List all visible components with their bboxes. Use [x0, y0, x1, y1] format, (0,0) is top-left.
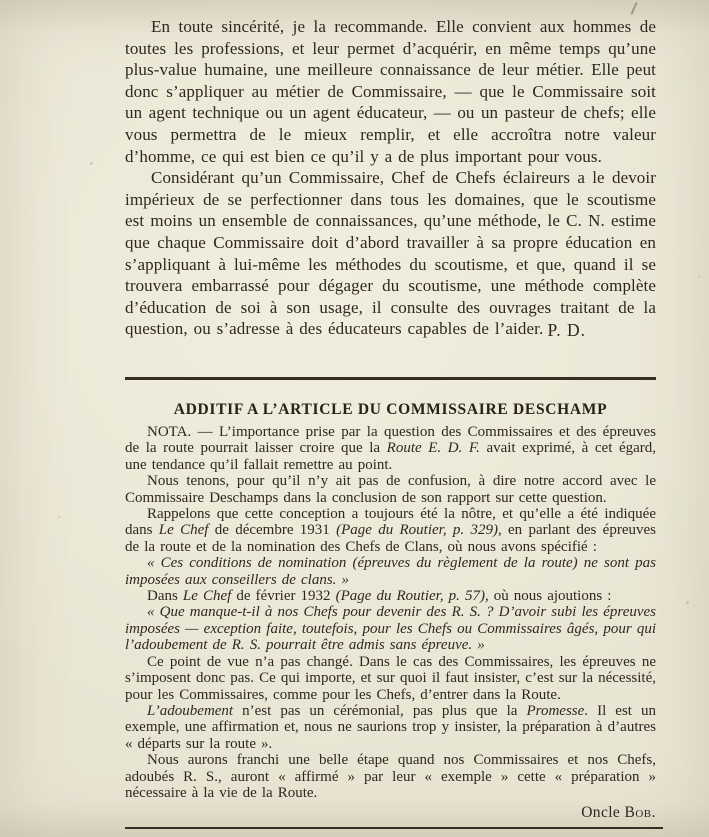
additif-section: [125, 424, 656, 801]
text-run: NOTA. — L’importance prise par la question des Commissaires et des épreuves de la route pourrait laisser croire que la: [125, 424, 656, 457]
text-run: Le Chef: [158, 522, 209, 539]
additif-signature: [125, 804, 680, 822]
conclusion-paragraphs: [125, 16, 656, 340]
additif-heading: ADDITIF A L’ARTICLE DU COMMISSAIRE DESCHAMP: [173, 401, 608, 418]
paragraph: [125, 506, 656, 555]
paper-speck: [686, 601, 689, 604]
text-run: . Il est un exemple, une affirmation et, nous ne saurions trop y insister, la préparation à d’autres « départs sur la route ».: [125, 702, 656, 752]
text-run: n’est pas un cérémonial, pas plus que la: [233, 702, 527, 719]
text-run: « Que manque-t-il à nos Chefs pour devenir des R. S. ? D’avoir subi les épreuves imposées — exception faite, toutefois, pour les Chefs ou Commissaires âgés, pour qui l’adoubement de R. S. pourrait être admis sans épreuve. »: [125, 604, 656, 654]
text-run: L’adoubement: [147, 702, 234, 719]
text-run: (Page du Routier, p. 57): [335, 588, 485, 605]
text-run: En toute sincérité, je la recommande. Elle convient aux hommes de toutes les professions, et leur permet d’acquérir, en même temps qu’une plus-value humaine, une meilleure connaissance de leur métier. Elle peut donc s’appliquer au métier de Commissaire, — que le Commissaire soit un agent technique ou un agent éducateur, — ou un pasteur de chefs; elle vous permettra de le mieux remplir, et elle accroîtra notre valeur d’homme, ce qui est bien ce qu’il y a de plus important pour vous.: [125, 17, 656, 166]
text-run: (Page du Routier, p. 329): [336, 522, 498, 539]
text-run: Nous aurons franchi une belle étape quand nos Commissaires et nos Chefs, adoubés R. S., auront « affirmé » par leur « exemple » cette « préparation » nécessaire à la vie de la Route.: [125, 752, 656, 801]
conclusion-section: [125, 16, 656, 341]
text-run: Bob.: [624, 804, 656, 821]
text-run: , où nous ajoutions :: [484, 588, 612, 605]
text-run: Dans: [147, 588, 183, 605]
paper-speck: [58, 516, 60, 518]
paper-speck: [90, 162, 93, 165]
paragraph: [125, 424, 656, 473]
section-divider-rule: [125, 377, 656, 380]
paragraph: [125, 588, 656, 604]
bottom-rule: [125, 827, 663, 829]
paragraph: [125, 167, 656, 340]
text-run: , en parlant des épreuves de la route et de la nomination des Chefs de Clans, où nous avons spécifié :: [125, 522, 656, 555]
paragraph: [125, 604, 656, 653]
text-run: avait exprimé, à cet égard, une tendance qu’il fallait remettre au point.: [125, 440, 656, 473]
paragraph: [125, 703, 656, 752]
paper-speck: [698, 276, 700, 278]
text-run: Le Chef: [182, 588, 232, 605]
text-run: Considérant qu’un Commissaire, Chef de Chefs éclaireurs a le devoir impérieux de se perfectionner dans tous les domaines, que le scoutisme est moins un ensemble de connaissances, qu’une méthode, le C. N. estime que chaque Commissaire doit d’abord travailler à sa propre éducation en s’appliquant à lui-même les méthodes du scoutisme, et que, quand il se trouvera embarrassé pour dégager du scoutisme, une méthode complète d’éducation de soi à son usage, il consulte des ouvrages traitant de la question, ou s’adresse à des éducateurs capables de l’aider.: [125, 168, 656, 339]
text-run: Oncle: [581, 804, 625, 821]
text-run: « Ces conditions de nomination (épreuves du règlement de la route) ne sont pas imposées aux conseillers de clans. »: [125, 555, 656, 588]
paragraph: [125, 473, 656, 506]
additif-paragraphs: [125, 424, 656, 801]
paragraph: [125, 654, 656, 703]
paper-scratch-mark: [630, 2, 637, 15]
text-run: Rappelons que cette conception a toujours été la nôtre, et qu’elle a été indiquée dans: [125, 506, 656, 539]
text-run: de février 1932: [231, 588, 336, 605]
text-run: Route E. D. F.: [386, 440, 480, 457]
text-run: de décembre 1931: [208, 522, 337, 539]
author-initials-signature: P. D.: [547, 319, 586, 340]
text-run: Nous tenons, pour qu’il n’y ait pas de confusion, à dire notre accord avec le Commissaire Deschamps dans la conclusion de son rapport sur cette question.: [125, 473, 656, 506]
text-run: Promesse: [526, 702, 585, 719]
paragraph: [125, 555, 656, 588]
text-run: Ce point de vue n’a pas changé. Dans le cas des Commissaires, les épreuves ne s’imposent donc pas. Ce qui importe, et sur quoi il faut insister, c’est sur la nécessité, pour les Commissaires, comme pour les Chefs, d’entrer dans la Route.: [125, 653, 656, 703]
paragraph: [125, 752, 656, 801]
paragraph: [125, 16, 656, 167]
